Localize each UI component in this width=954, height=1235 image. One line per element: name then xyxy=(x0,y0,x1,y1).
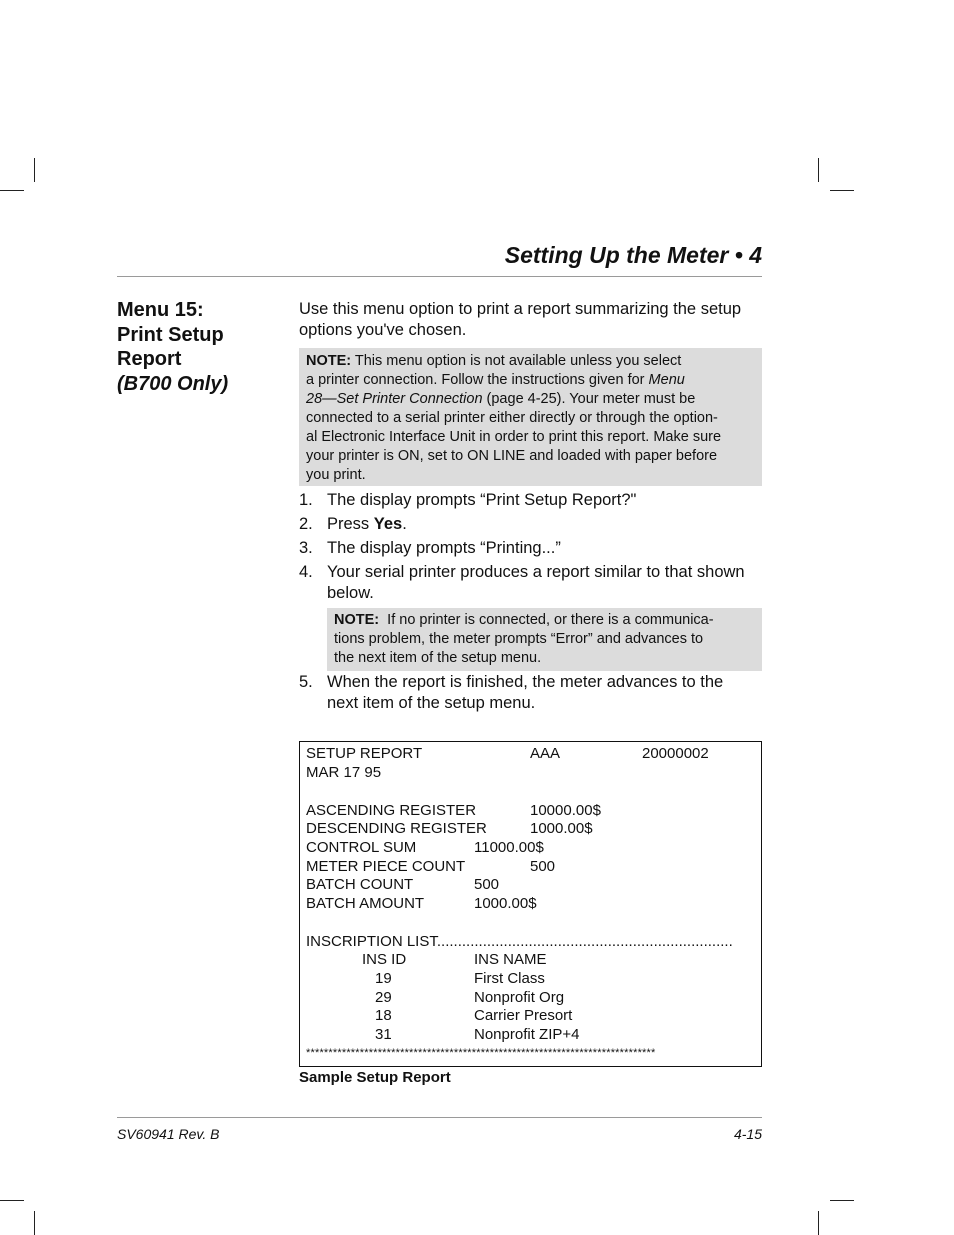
step-text xyxy=(327,562,745,604)
report-star-line: ****************************************************************************** xyxy=(306,1047,656,1059)
report-row-value: 1000.00$ xyxy=(530,820,593,837)
crop-mark xyxy=(0,190,24,191)
crop-mark xyxy=(34,158,35,182)
report-title: SETUP REPORT xyxy=(306,745,423,762)
step-number: 3. xyxy=(299,539,313,557)
report-row-label: DESCENDING REGISTER xyxy=(306,820,487,837)
step-text xyxy=(327,514,407,535)
step-text: The display prompts “Printing...” xyxy=(327,539,561,557)
menu-reference: Menu xyxy=(648,372,685,388)
crop-mark xyxy=(34,1211,35,1235)
step-text-part: . xyxy=(402,515,407,533)
step-number: 2. xyxy=(299,515,313,533)
note-text: al Electronic Interface Unit in order to print this report. Make sure xyxy=(306,429,722,445)
inscription-name: Nonprofit ZIP+4 xyxy=(474,1026,580,1043)
crop-mark xyxy=(818,1211,819,1235)
footer-page-number: 4-15 xyxy=(733,1126,762,1142)
report-row-value: 10000.00$ xyxy=(530,802,601,819)
note-box xyxy=(327,608,762,671)
section-heading xyxy=(117,298,228,396)
footer-rule xyxy=(117,1117,762,1118)
menu-reference: 28—Set Printer Connection xyxy=(306,391,483,407)
note-text: your printer is ON, set to ON LINE and loaded with paper before xyxy=(306,448,718,464)
footer-doc-id: SV60941 Rev. B xyxy=(117,1126,220,1142)
inscription-name: First Class xyxy=(474,970,545,987)
figure-caption: Sample Setup Report xyxy=(299,1069,451,1086)
report-date: MAR 17 95 xyxy=(306,764,382,781)
step-text: The display prompts “Print Setup Report?" xyxy=(327,491,637,509)
inscription-id: 29 xyxy=(375,989,392,1006)
inscription-name: Nonprofit Org xyxy=(474,989,565,1006)
report-row-value: 11000.00$ xyxy=(474,839,544,856)
report-row-label: ASCENDING REGISTER xyxy=(306,802,477,819)
intro-paragraph: Use this menu option to print a report summarizing the setup options you've chosen. xyxy=(299,300,742,339)
note-label: NOTE: xyxy=(334,612,380,628)
step-number: 4. xyxy=(299,563,313,581)
step-number: 1. xyxy=(299,491,313,509)
note-text: a printer connection. Follow the instructions given for xyxy=(306,372,649,388)
step-text-line: Your serial printer produces a report similar to that shown xyxy=(327,563,745,581)
inscription-name: Carrier Presort xyxy=(474,1007,573,1024)
note-text: the next item of the setup menu. xyxy=(334,650,542,666)
ins-id-header: INS ID xyxy=(362,951,407,968)
note-text: you print. xyxy=(306,467,366,483)
sample-report xyxy=(299,741,762,1067)
crop-mark xyxy=(0,1200,24,1201)
crop-mark xyxy=(830,190,854,191)
section-heading-line: Report xyxy=(117,348,182,370)
report-code: AAA xyxy=(530,745,561,762)
crop-mark xyxy=(818,158,819,182)
report-row-label: CONTROL SUM xyxy=(306,839,417,856)
step-text-part: Press xyxy=(327,515,374,533)
step-text-line: When the report is finished, the meter advances to the xyxy=(327,673,724,691)
note-text: tions problem, the meter prompts “Error” and advances to xyxy=(334,631,704,647)
yes-key-label: Yes xyxy=(373,515,403,533)
step-text-line: below. xyxy=(327,584,374,602)
inscription-heading: INSCRIPTION LIST....................................................................... xyxy=(306,933,733,950)
note-box xyxy=(299,348,762,486)
step-text xyxy=(327,672,723,714)
ins-name-header: INS NAME xyxy=(474,951,547,968)
note-text: If no printer is connected, or there is a communica- xyxy=(379,612,714,628)
inscription-id: 19 xyxy=(375,970,392,987)
report-row-value: 1000.00$ xyxy=(474,895,537,912)
note-text: (page 4-25). Your meter must be xyxy=(482,391,696,407)
crop-mark xyxy=(830,1200,854,1201)
step-number: 5. xyxy=(299,673,313,691)
section-heading-line: Menu 15: xyxy=(117,299,204,321)
report-number: 20000002 xyxy=(642,745,709,762)
note-label: NOTE: xyxy=(306,353,352,369)
note-text: This menu option is not available unless you select xyxy=(351,353,682,369)
report-row-label: BATCH AMOUNT xyxy=(306,895,425,912)
step-text-line: next item of the setup menu. xyxy=(327,694,536,712)
report-row-value: 500 xyxy=(530,858,556,875)
inscription-id: 18 xyxy=(375,1007,392,1024)
header-rule xyxy=(117,276,762,277)
section-heading-model: (B700 Only) xyxy=(117,372,229,395)
report-row-label: METER PIECE COUNT xyxy=(306,858,466,875)
section-heading-line: Print Setup xyxy=(117,323,224,346)
report-row-label: BATCH COUNT xyxy=(306,876,414,893)
note-text: connected to a serial printer either directly or through the option- xyxy=(306,410,718,426)
page-header-title: Setting Up the Meter • 4 xyxy=(504,242,762,268)
report-row-value: 500 xyxy=(474,876,500,893)
inscription-id: 31 xyxy=(375,1026,392,1043)
